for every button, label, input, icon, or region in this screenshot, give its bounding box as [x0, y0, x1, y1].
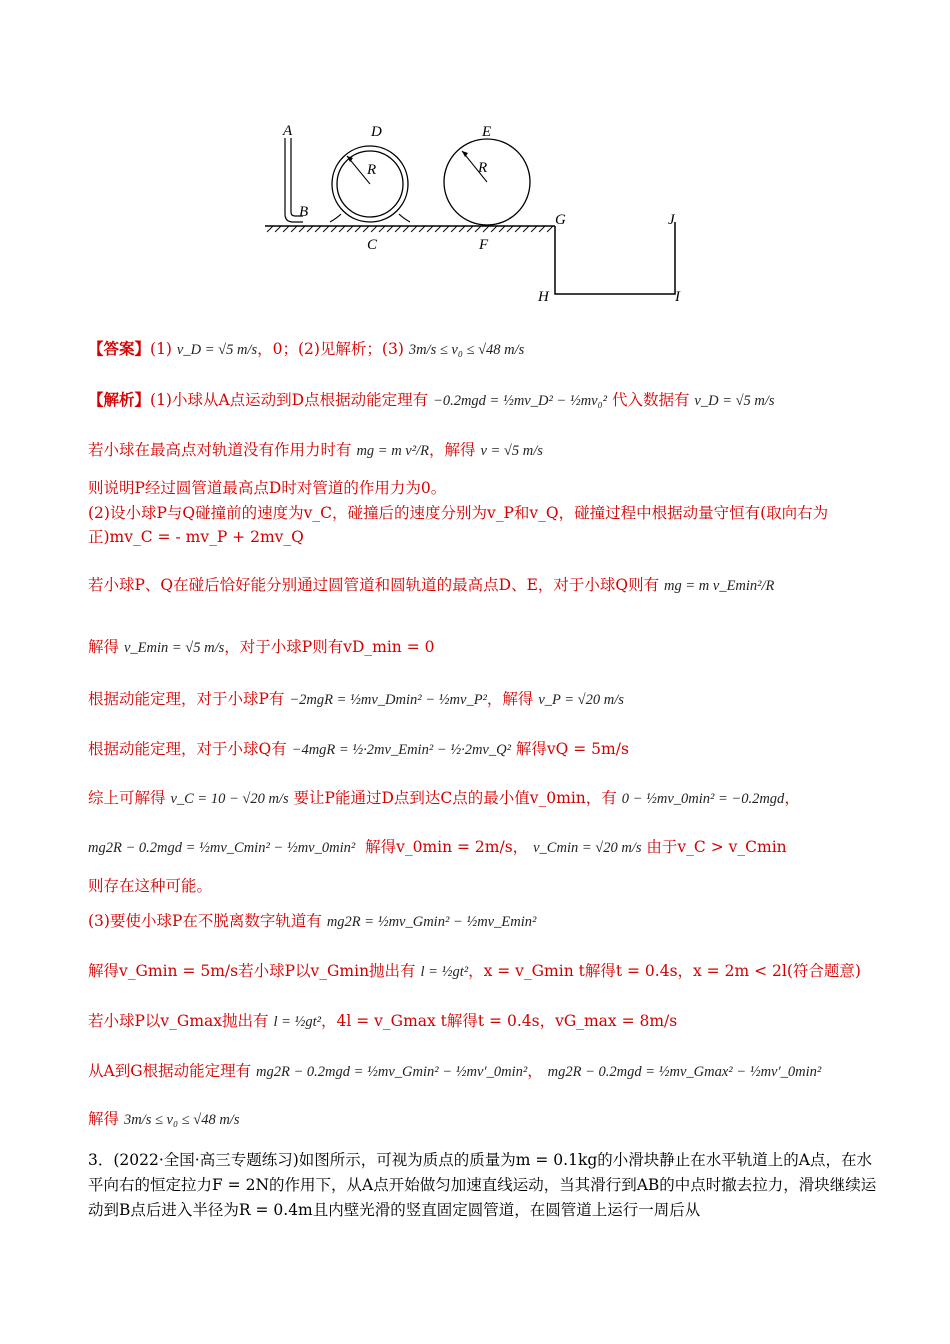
analysis-line-6: 若小球P、Q在碰后恰好能分别通过圆管道和圆轨道的最高点D、E，对于小球Q则有 mg = m v_Emin²/R: [88, 576, 775, 594]
label-C: C: [367, 237, 378, 253]
math-v0-range: 3m/s ≤ v₀ ≤ √48 m/s: [408, 342, 525, 358]
problem-3-text: 3．(2022·全国·高三专题练习)如图所示，可视为质点的质量为m = 0.1kg的小滑块静止在水平轨道上的A点，在水平向右的恒定拉力F = 2N的作用下，从A点开始做匀加速直线运动，当其滑行到AB的中点时撤去拉力，滑块继续运动到B点后进入半径为R = 0.4m且内壁光滑的竖直固定圆管道，在圆管道上运行一周后从: [88, 1151, 877, 1219]
track-diagram: [255, 118, 695, 308]
analysis-line-8: 根据动能定理，对于小球P有 −2mgR = ½mv_Dmin² − ½mv_P²，解得 v_P = √20 m/s: [88, 690, 624, 708]
label-B: B: [299, 204, 309, 220]
pit-track: [555, 222, 675, 294]
label-R1: R: [367, 162, 377, 178]
analysis-line-10: 综上可解得 v_C = 10 − √20 m/s 要让P能通过D点到达C点的最小值v_0min，有 0 − ½mv_0min² = −0.2mgd，: [88, 789, 800, 807]
analysis-line-15: 若小球P以v_Gmax抛出有 l = ½gt²，4l = v_Gmax t解得t = 0.4s，vG_max = 8m/s: [88, 1012, 678, 1030]
analysis-line-5: 正)mv_C = - mv_P + 2mv_Q: [88, 528, 304, 546]
analysis-line-17: 解得 3m/s ≤ v₀ ≤ √48 m/s: [88, 1110, 240, 1128]
analysis-line-13: (3)要使小球P在不脱离数字轨道有 mg2R = ½mv_Gmin² − ½mv_Emin²: [88, 912, 537, 930]
analysis-line-9: 根据动能定理，对于小球Q有 −4mgR = ½·2mv_Emin² − ½·2mv_Q² 解得vQ = 5m/s: [88, 740, 629, 758]
analysis-line-12: 则存在这种可能。: [88, 877, 213, 895]
answer-tag: 【答案】: [88, 339, 151, 358]
analysis-line-2: 若小球在最高点对轨道没有作用力时有 mg = m v²/R，解得 v = √5 m/s: [88, 441, 543, 459]
math-vd: v_D = √5 m/s: [176, 342, 258, 358]
analysis-line-11: mg2R − 0.2mgd = ½mv_Cmin² − ½mv_0min² 解得v_0min = 2m/s， v_Cmin = √20 m/s 由于v_C > v_Cmin: [88, 838, 787, 856]
analysis-line-14: 解得v_Gmin = 5m/s若小球P以v_Gmin抛出有 l = ½gt²，x = v_Gmin t解得t = 0.4s，x = 2m < 2l(符合题意): [88, 962, 861, 980]
analysis-line-4: (2)设小球P与Q碰撞前的速度为v_C，碰撞后的速度分别为v_P和v_Q，碰撞过程中根据动量守恒有(取向右为: [88, 504, 829, 522]
label-E: E: [482, 124, 492, 140]
label-F: F: [479, 237, 489, 253]
label-H: H: [538, 289, 549, 305]
analysis-line-1: 【解析】(1)小球从A点运动到D点根据动能定理有 −0.2mgd = ½mv_D² − ½mv₀² 代入数据有 v_D = √5 m/s: [88, 390, 775, 409]
ground-hatching: [267, 226, 553, 232]
analysis-tag: 【解析】: [88, 390, 151, 409]
analysis-line-3: 则说明P经过圆管道最高点D时对管道的作用力为0。: [88, 479, 447, 497]
answer-line: 【答案】(1) v_D = √5 m/s，0；(2)见解析；(3) 3m/s ≤ v₀ ≤ √48 m/s: [88, 339, 525, 358]
label-J: J: [668, 212, 675, 228]
label-A: A: [283, 123, 293, 139]
label-R2: R: [478, 160, 488, 176]
label-I: I: [675, 289, 680, 305]
label-D: D: [371, 124, 382, 140]
analysis-line-7: 解得 v_Emin = √5 m/s，对于小球P则有vD_min = 0: [88, 638, 435, 656]
label-G: G: [555, 212, 566, 228]
analysis-line-16: 从A到G根据动能定理有 mg2R − 0.2mgd = ½mv_Gmin² − ½mv′_0min²， mg2R − 0.2mgd = ½mv_Gmax² − ½mv′_0min²: [88, 1062, 822, 1080]
